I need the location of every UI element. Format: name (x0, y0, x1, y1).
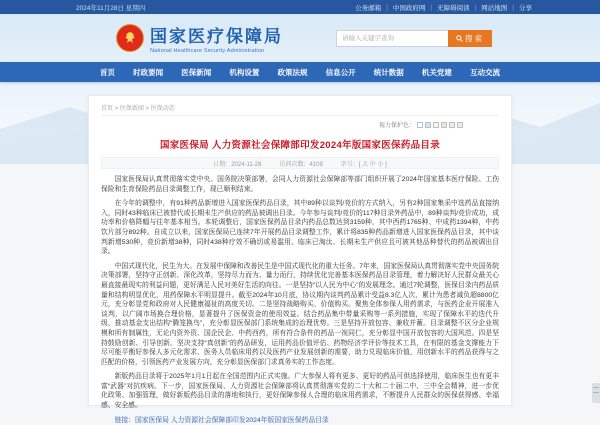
top-link-gov[interactable]: 中国政府网 (392, 4, 426, 12)
article-body (101, 175, 499, 425)
related-document-link[interactable]: 链接：国家医保局 人力资源社会保障部印发2024年版国家医保药品目录 (114, 416, 329, 424)
top-links (355, 3, 532, 12)
nav-item-party-building[interactable]: 机关党建 (421, 67, 452, 77)
eye-protect-bar (101, 116, 499, 132)
eye-protect-swatch-gray[interactable] (457, 122, 463, 128)
search-button-label: 搜索 (465, 33, 484, 43)
article-card (88, 95, 512, 424)
eye-protect-swatch-pink[interactable] (449, 122, 455, 128)
article-paragraph: 在今年的调整中，有91种药品新增进入国家医保药品目录，其中89种以谈判/竞价的方式纳入，另有2种国家集采中选药品直接纳入，同时43种临床已被替代或长期未生产供应的药品被调出目录。今年参与谈判/竞价的117种目录外药品中，89种谈判/竞价成功，成功率和价格降幅与往年基本相当。本轮调整后，国家医保药品目录内药品总数达到3159种，其中西药1765种、中成药1394种，中药饮片部分892种。自成立以来，国家医保局已连续7年开展药品目录调整工作，累计将835种药品新增进入国家医保药品目录，其中谈判新增530种，竞价新增38种，同时438种疗效不确切或易滥用、临床已淘汰、长期未生产供应且可被其他品种替代的药品被调出目录。 (101, 200, 499, 256)
national-emblem-icon: ★ (116, 24, 144, 52)
eye-protect-swatch-green[interactable] (441, 122, 447, 128)
breadcrumb-section[interactable]: 医保新闻 (119, 106, 144, 112)
eye-protect-swatch-white[interactable] (417, 122, 423, 128)
breadcrumb-separator: > (143, 106, 151, 112)
article-paragraph: 中国式现代化，民生为大。在发展中保障和改善民生是中国式现代化的重大任务。7年来，国家医保局认真贯彻落实党中央国务院决策部署，坚持守正创新、深化改革，坚持尽力而为、量力而行，持续优化完善基本医保药品目录管理，着力解决好人民群众最关心最直接最现实的利益问题，更好满足人民对美好生活的向往。一是坚持“以人民为中心”的发展理念。通过7轮调整，医保目录内药品质量和结构明显优化，用药保障水平明显提升。截至2024年10月底，协议期内谈判药品累计受益8.3亿人次，累计为患者减负超8800亿元，充分彰显党和政府对人民健康福祉的高度关切。二是坚持战略购买、价值购买。聚焦全体参保人用药需求，与医药企业开展准入谈判，以广阔市场换合理价格，显著提升了医保资金的使用效益。结合药品集中带量采购等一系列措施，实现了保障水平的迭代升级，推动基金支出结构“腾笼换鸟”，充分彰显医保部门系统集成的治理优势。三是坚持开放包容、兼收并蓄。目录调整不区分企业规模和所有制属性，无论内资外资、国企民企、中药西药，所有符合条件的药品一视同仁，充分彰显中国开放包容的大国风范。四是坚持鼓励创新、引导创新。坚决支持“真创新”的药品研发，运用药品价值评估、药物经济学评价等技术工具，在有限的基金支撑能力下尽可能平衡好参保人多元化需求、医务人员临床用药以及医药产业发展创新的需要，助力兑现临床价值，用创新水平的药品获得与之匹配的价格，引领医药产业发展方向，充分彰显医保部门求真务实的工作态度。 (101, 262, 499, 366)
top-utility-bar (0, 0, 600, 14)
eye-protect-swatch-yellow[interactable] (433, 122, 439, 128)
top-link-accessibility[interactable]: 无障碍阅读 (437, 4, 470, 12)
top-link-sitemap[interactable]: 网站地图 (481, 4, 508, 12)
related-link-row (101, 416, 499, 425)
breadcrumb (101, 101, 499, 116)
top-link-share[interactable]: 分享 (519, 4, 532, 12)
separator: | (430, 3, 433, 11)
current-date: 2024年11月28日 星期四 (76, 4, 146, 12)
search-icon (456, 35, 463, 42)
search-input[interactable] (336, 30, 448, 47)
eye-protect-label: 视力保护色： (378, 123, 415, 129)
top-link-mailbox[interactable]: 公务邮箱 (355, 4, 382, 12)
nav-item-policy[interactable]: 政策法规 (277, 67, 308, 77)
article-paragraph: 国家医保局认真贯彻落实党中央、国务院决策部署，会同人力资源社会保障部等部门组织开展了2024年国家基本医疗保险、工伤保险和生育保险药品目录调整工作，现已顺利结束。 (101, 176, 499, 193)
nav-item-statistics[interactable]: 统计数据 (373, 67, 404, 77)
breadcrumb-home[interactable]: 首页 (101, 106, 114, 112)
separator: | (386, 3, 388, 11)
site-search (336, 30, 492, 47)
eye-protect-swatch-blue[interactable] (425, 122, 431, 128)
article-paragraph: 新版药品目录将于2025年1月1日起在全国范围内正式实施。广大参保人将有更多、更好的药品可供选择使用，临床医生也有更丰富“武器”对抗疾病。下一步，国家医保局、人力资源社会保障部将认真贯彻落实党的二十大和二十届二中、三中全会精神，进一步优化政策、加强管理，做好新版药品目录的落地和执行，更好保障参保人合理的临床用药需求，不断提升人民群众的医保获得感、幸福感、安全感。 (101, 373, 499, 410)
site-title: 国家医疗保障局 (150, 27, 283, 46)
main-nav (0, 62, 600, 82)
search-button[interactable] (448, 30, 492, 47)
site-logo[interactable] (116, 22, 283, 54)
article-date: 日期：2024-11-28 (213, 161, 262, 168)
nav-item-interaction[interactable]: 互动交流 (470, 67, 500, 77)
nav-item-medical-news[interactable]: 医保新闻 (181, 67, 212, 77)
floating-side-widget[interactable] (592, 383, 600, 403)
nav-item-organization[interactable]: 机构设置 (229, 67, 260, 77)
nav-item-home[interactable]: 首页 (100, 67, 115, 77)
site-header (0, 14, 600, 62)
nav-item-public-info[interactable]: 信息公开 (325, 67, 356, 77)
font-size-control[interactable]: 字号：[ 大 中 小 ] (340, 161, 387, 168)
breadcrumb-separator: > (113, 106, 120, 112)
article-meta-bar (101, 157, 499, 169)
separator: | (512, 3, 514, 11)
article-visits: 访问次数：4109 (279, 161, 323, 168)
article-title: 国家医保局 人力资源社会保障部印发2024年版国家医保药品目录 (159, 140, 441, 151)
site-title-english: National Healthcare Security Administration (150, 48, 265, 54)
separator: | (474, 3, 477, 11)
breadcrumb-current[interactable]: 医保动态 (150, 106, 175, 112)
nav-item-politics-news[interactable]: 时政要闻 (133, 67, 164, 77)
